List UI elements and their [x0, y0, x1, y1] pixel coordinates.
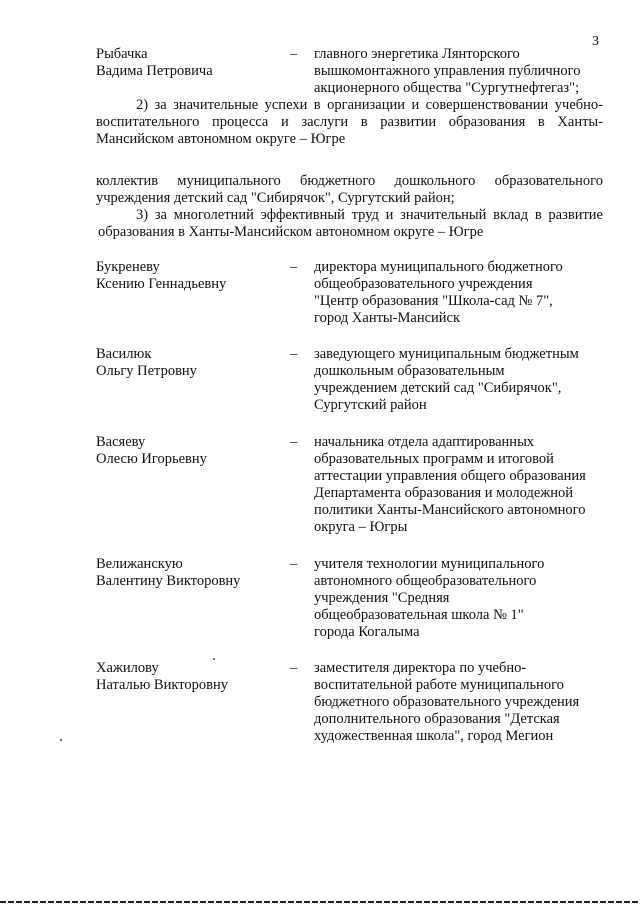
position-line: города Когалыма — [314, 624, 420, 640]
position-line: учреждением детский сад "Сибирячок", — [314, 380, 562, 396]
position-line: дошкольным образовательным — [314, 363, 505, 379]
position-line: общеобразовательного учреждения — [314, 276, 533, 292]
position-line: начальника отдела адаптированных — [314, 434, 535, 450]
position-line: город Ханты-Мансийск — [314, 310, 461, 326]
position-line: Сургутский район — [314, 397, 427, 413]
position-line: художественная школа", город Мегион — [314, 728, 554, 744]
recipient-given-names: Наталью Викторовну — [96, 677, 228, 693]
paragraph-line: 3) за многолетний эффективный труд и значительный вклад в развитие — [136, 207, 603, 223]
paragraph-line: Мансийском автономном округе – Югре — [96, 131, 346, 147]
position-line: "Центр образования "Школа-сад № 7", — [314, 293, 553, 309]
dash-separator: – — [290, 346, 298, 362]
position-line: воспитательной работе муниципального — [314, 677, 564, 693]
position-line: заведующего муниципальным бюджетным — [314, 346, 579, 362]
position-line: заместителя директора по учебно- — [314, 660, 527, 676]
paragraph-line: 2) за значительные успехи в организации и совершенствовании учебно- — [136, 97, 603, 113]
scan-speck — [60, 739, 62, 741]
position-line: бюджетного образовательного учреждения — [314, 694, 580, 710]
paragraph-line: образования в Ханты-Мансийском автономном округе – Югре — [98, 224, 484, 240]
page-bottom-edge — [0, 901, 640, 903]
dash-separator: – — [290, 434, 298, 450]
position-line: аттестации управления общего образования — [314, 468, 586, 484]
dash-separator: – — [290, 46, 298, 62]
position-line: дополнительного образования "Детская — [314, 711, 560, 727]
recipient-surname: Хажилову — [96, 660, 159, 676]
page-number: 3 — [592, 34, 599, 49]
position-line: учителя технологии муниципального — [314, 556, 545, 572]
position-line: автономного общеобразовательного — [314, 573, 537, 589]
recipient-given-names: Олесю Игорьевну — [96, 451, 207, 467]
collective-line: учреждения детский сад "Сибирячок", Сургутский район; — [96, 190, 455, 206]
position-line: директора муниципального бюджетного — [314, 259, 563, 275]
position-line: Департамента образования и молодежной — [314, 485, 574, 501]
recipient-surname: Рыбачка — [96, 46, 148, 62]
dash-separator: – — [290, 556, 298, 572]
position-line: общеобразовательная школа № 1" — [314, 607, 524, 623]
position-line: образовательных программ и итоговой — [314, 451, 554, 467]
position-line: акционерного общества "Сургутнефтегаз"; — [314, 80, 580, 96]
recipient-given-names: Вадима Петровича — [96, 63, 213, 79]
recipient-given-names: Ольгу Петровну — [96, 363, 197, 379]
dash-separator: – — [290, 660, 298, 676]
position-line: вышкомонтажного управления публичного — [314, 63, 581, 79]
dash-separator: – — [290, 259, 298, 275]
position-line: учреждения "Средняя — [314, 590, 450, 606]
recipient-surname: Василюк — [96, 346, 152, 362]
position-line: округа – Югры — [314, 519, 408, 535]
recipient-surname: Васяеву — [96, 434, 146, 450]
position-line: главного энергетика Лянторского — [314, 46, 520, 62]
recipient-surname: Букреневу — [96, 259, 160, 275]
scan-speck — [213, 658, 215, 660]
collective-line: коллектив муниципального бюджетного дошкольного образовательного — [96, 173, 603, 189]
paragraph-line: воспитательного процесса и заслуги в развитии образования в Ханты- — [96, 114, 603, 130]
recipient-surname: Велижанскую — [96, 556, 183, 572]
recipient-given-names: Валентину Викторовну — [96, 573, 241, 589]
position-line: политики Ханты-Мансийского автономного — [314, 502, 586, 518]
recipient-given-names: Ксению Геннадьевну — [96, 276, 227, 292]
